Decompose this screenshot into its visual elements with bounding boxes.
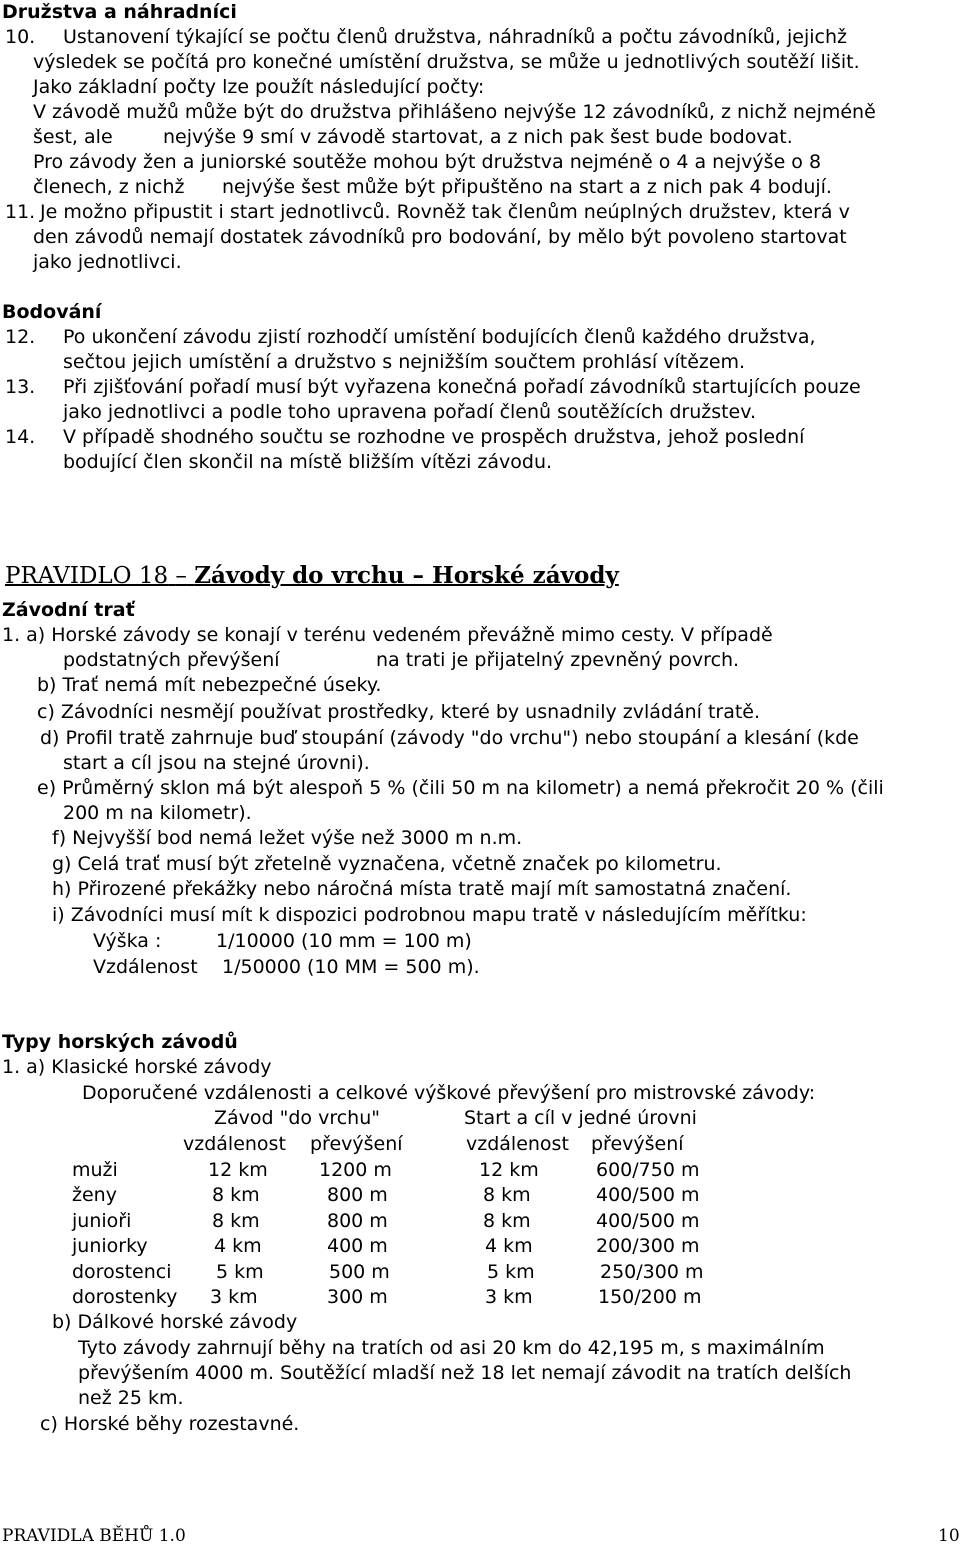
list-item: 1. a) Klasické horské závody xyxy=(2,1056,272,1078)
list-item: start a cíl jsou na stejné úrovni). xyxy=(63,752,370,774)
paragraph-line: den závodů nemají dostatek závodníků pro bodování, by mělo být povoleno startovat xyxy=(33,226,847,248)
table-cell: 150/200 m xyxy=(598,1286,702,1309)
section-heading-track: Závodní trať xyxy=(2,599,135,621)
table-cell: 400/500 m xyxy=(596,1209,700,1232)
table-cell: 400/500 m xyxy=(596,1184,700,1207)
table-column-header: vzdálenost xyxy=(183,1133,286,1155)
paragraph-line: Pro závody žen a juniorské soutěže mohou být družstva nejméně o 4 a nejvýše o 8 xyxy=(33,151,822,173)
rule-prefix: PRAVIDLO 18 xyxy=(5,563,169,589)
list-item: b) Trať nemá mít nebezpečné úseky. xyxy=(37,674,382,696)
list-item: c) Horské běhy rozestavné. xyxy=(40,1413,300,1435)
list-item: i) Závodníci musí mít k dispozici podrobnou mapu tratě v následujícím měřítku: xyxy=(52,904,807,926)
table-cell: 8 km xyxy=(483,1209,531,1232)
table-cell: 12 km xyxy=(479,1158,539,1181)
paragraph-line: podstatných převýšení xyxy=(63,649,280,671)
scale-label: Výška : xyxy=(93,930,162,952)
table-cell: 250/300 m xyxy=(600,1260,704,1283)
paragraph-line: 1. a) Horské závody se konají v terénu vedeném převážně mimo cesty. V případě xyxy=(2,624,773,646)
list-item: b) Dálkové horské závody xyxy=(52,1311,298,1333)
table-row xyxy=(72,1234,703,1260)
paragraph-line: V závodě mužů může být do družstva přihlášeno nejvýše 12 závodníků, z nichž nejméně xyxy=(33,101,876,123)
table-cell-category: junioři xyxy=(72,1209,132,1232)
item-number-10: 10. xyxy=(5,26,36,48)
scale-label: Vzdálenost xyxy=(93,956,198,978)
rule-dash: – xyxy=(175,563,187,589)
table-cell: 800 m xyxy=(327,1184,388,1207)
paragraph-line: Je možno připustit i start jednotlivců. Rovněž tak členům neúplných družstev, která v xyxy=(40,201,850,223)
paragraph-line: jako jednotlivci a podle toho upravena pořadí členů soutěžících družstev. xyxy=(63,401,757,423)
table-cell: 200/300 m xyxy=(596,1235,700,1258)
item-number-12: 12. xyxy=(5,326,36,348)
scale-value: 1/10000 (10 mm = 100 m) xyxy=(216,930,472,952)
footer-title: PRAVIDLA BĚHŮ 1.0 xyxy=(2,1526,186,1546)
paragraph-line: než 25 km. xyxy=(78,1387,184,1409)
table-column-header: vzdálenost xyxy=(466,1133,569,1155)
item-number-11: 11. xyxy=(5,201,36,223)
table-group-header: Závod "do vrchu" xyxy=(214,1107,380,1129)
paragraph-line: členech, z nichž xyxy=(33,176,185,198)
table-cell: 8 km xyxy=(212,1209,260,1232)
list-item: c) Závodníci nesmějí používat prostředky, které by usnadnily zvládání tratě. xyxy=(37,701,761,723)
table-cell-category: dorostenky xyxy=(72,1286,178,1309)
paragraph-line: převýšením 4000 m. Soutěžící mladší než 18 let nemají závodit na tratích delších xyxy=(78,1362,852,1384)
list-item: e) Průměrný sklon má být alespoň 5 % (čili 50 m na kilometr) a nemá překročit 20 % (čili xyxy=(37,777,884,799)
distance-table xyxy=(72,1157,703,1310)
paragraph-line: nejvýše 9 smí v závodě startovat, a z nich pak šest bude bodovat. xyxy=(163,126,793,148)
paragraph-line: jako jednotlivci. xyxy=(33,251,182,273)
table-cell: 600/750 m xyxy=(596,1158,700,1181)
scale-value: 1/50000 (10 MM = 500 m). xyxy=(222,956,480,978)
table-cell-category: muži xyxy=(72,1158,118,1181)
table-cell: 8 km xyxy=(483,1184,531,1207)
paragraph-line: na trati je přijatelný zpevněný povrch. xyxy=(376,649,740,671)
paragraph-line: Jako základní počty lze použít následující počty: xyxy=(33,76,485,98)
table-cell: 500 m xyxy=(329,1260,390,1283)
section-heading-teams: Družstva a náhradníci xyxy=(2,1,237,23)
item-number-13: 13. xyxy=(5,376,36,398)
item-number-14: 14. xyxy=(5,426,36,448)
table-row xyxy=(72,1183,703,1209)
section-heading-race-types: Typy horských závodů xyxy=(2,1031,238,1053)
table-column-header: převýšení xyxy=(591,1133,684,1155)
paragraph-line: V případě shodného součtu se rozhodne ve prospěch družstva, jehož poslední xyxy=(63,426,805,448)
table-intro: Doporučené vzdálenosti a celkové výškové převýšení pro mistrovské závody: xyxy=(82,1082,816,1104)
paragraph-line: Po ukončení závodu zjistí rozhodčí umístění bodujících členů každého družstva, xyxy=(63,326,816,348)
table-cell: 4 km xyxy=(214,1235,262,1258)
table-group-header: Start a cíl v jedné úrovni xyxy=(464,1107,697,1129)
table-row xyxy=(72,1259,703,1285)
table-cell-category: dorostenci xyxy=(72,1260,172,1283)
rule-title: Závody do vrchu – Horské závody xyxy=(194,562,619,589)
paragraph-line: šest, ale xyxy=(33,126,113,148)
paragraph-line: výsledek se počítá pro konečné umístění družstva, se může u jednotlivých soutěží lišit. xyxy=(33,51,860,73)
table-column-header: převýšení xyxy=(310,1133,403,1155)
table-row xyxy=(72,1285,703,1311)
paragraph-line: bodující člen skončil na místě bližším vítězi závodu. xyxy=(63,451,553,473)
paragraph-line: nejvýše šest může být připuštěno na start a z nich pak 4 bodují. xyxy=(222,176,832,198)
table-cell: 1200 m xyxy=(319,1158,392,1181)
paragraph-line: Ustanovení týkající se počtu členů družstva, náhradníků a počtu závodníků, jejichž xyxy=(63,26,848,48)
table-cell: 12 km xyxy=(208,1158,268,1181)
table-row xyxy=(72,1208,703,1234)
list-item: f) Nejvyšší bod nemá ležet výše než 3000 m n.m. xyxy=(52,827,523,849)
table-cell-category: ženy xyxy=(72,1184,117,1207)
table-cell: 5 km xyxy=(487,1260,535,1283)
list-item: g) Celá trať musí být zřetelně vyznačena, včetně značek po kilometru. xyxy=(52,853,722,875)
table-cell: 800 m xyxy=(327,1209,388,1232)
table-cell-category: juniorky xyxy=(72,1235,148,1258)
section-heading-scoring: Bodování xyxy=(2,301,102,323)
table-cell: 8 km xyxy=(212,1184,260,1207)
paragraph-line: Při zjišťování pořadí musí být vyřazena konečná pořadí závodníků startujících pouze xyxy=(63,376,861,398)
page-number: 10 xyxy=(938,1526,960,1546)
table-cell: 3 km xyxy=(485,1286,533,1309)
list-item: d) Profil tratě zahrnuje buď stoupání (závody "do vrchu") nebo stoupání a klesání (kde xyxy=(40,727,859,749)
table-cell: 300 m xyxy=(327,1286,388,1309)
list-item: h) Přirozené překážky nebo náročná místa tratě mají mít samostatná značení. xyxy=(52,878,792,900)
table-cell: 3 km xyxy=(210,1286,258,1309)
paragraph-line: sečtou jejich umístění a družstvo s nejnižším součtem prohlásí vítězem. xyxy=(63,351,746,373)
table-row xyxy=(72,1157,703,1183)
table-cell: 4 km xyxy=(485,1235,533,1258)
table-cell: 5 km xyxy=(216,1260,264,1283)
list-item: 200 m na kilometr). xyxy=(63,802,252,824)
paragraph-line: Tyto závody zahrnují běhy na tratích od asi 20 km do 42,195 m, s maximálním xyxy=(78,1337,825,1359)
rule-heading xyxy=(5,562,619,590)
table-cell: 400 m xyxy=(327,1235,388,1258)
